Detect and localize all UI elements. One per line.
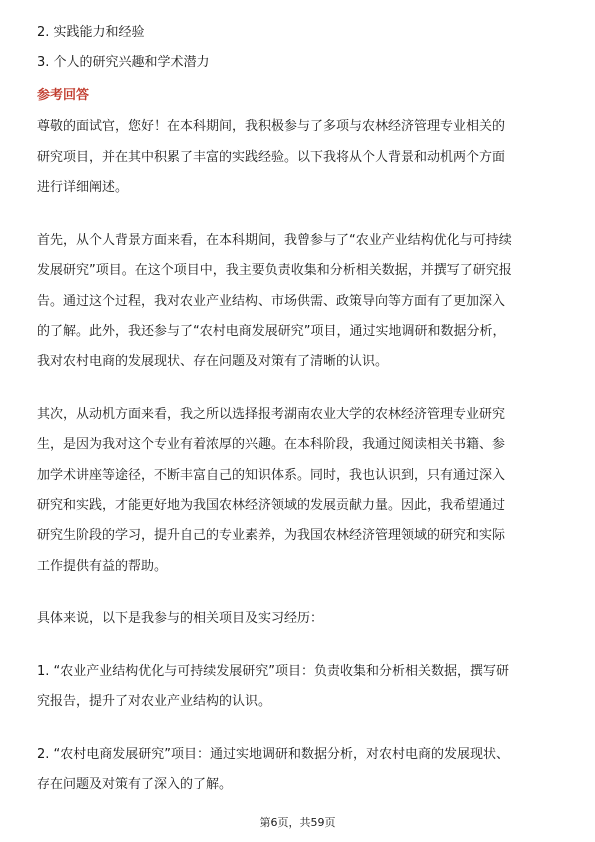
paragraph-line: 2. “农村电商发展研究”项目：通过实地调研和数据分析，对农村电商的发展现状、 [37, 747, 510, 762]
page-footer: 第6页，共59页 [259, 816, 336, 829]
list-item-practical-ability: 2. 实践能力和经验 [37, 25, 145, 40]
paragraph-line: 具体来说，以下是我参与的相关项目及实习经历： [37, 611, 324, 626]
paragraph-line: 研究生阶段的学习，提升自己的专业素养，为我国农林经济管理领域的研究和实际 [37, 528, 506, 543]
paragraph-line: 1. “农业产业结构优化与可持续发展研究”项目：负责收集和分析相关数据，撰写研 [37, 664, 510, 679]
paragraph-line: 存在问题及对策有了深入的了解。 [37, 777, 233, 792]
paragraph-line: 发展研究”项目。在这个项目中，我主要负责收集和分析相关数据，并撰写了研究报 [37, 263, 512, 278]
answer-heading: 参考回答 [37, 88, 90, 103]
paragraph-line: 生，是因为我对这个专业有着浓厚的兴趣。在本科阶段，我通过阅读相关书籍、参 [37, 437, 506, 452]
paragraph-line: 究报告，提升了对农业产业结构的认识。 [37, 694, 272, 709]
paragraph-line: 的了解。此外，我还参与了“农村电商发展研究”项目，通过实地调研和数据分析， [37, 324, 506, 339]
paragraph-line: 进行详细阐述。 [37, 180, 129, 195]
list-item-research-interest: 3. 个人的研究兴趣和学术潜力 [37, 55, 210, 70]
paragraph-line: 告。通过这个过程，我对农业产业结构、市场供需、政策导向等方面有了更加深入 [37, 294, 506, 309]
paragraph-line: 工作提供有益的帮助。 [37, 559, 168, 574]
paragraph-line: 研究项目，并在其中积累了丰富的实践经验。以下我将从个人背景和动机两个方面 [37, 150, 506, 165]
paragraph-line: 首先，从个人背景方面来看，在本科期间，我曾参与了“农业产业结构优化与可持续 [37, 233, 512, 248]
paragraph-line: 加学术讲座等途径，不断丰富自己的知识体系。同时，我也认识到，只有通过深入 [37, 468, 506, 483]
paragraph-line: 我对农村电商的发展现状、存在问题及对策有了清晰的认识。 [37, 354, 389, 369]
paragraph-line: 研究和实践，才能更好地为我国农林经济领域的发展贡献力量。因此，我希望通过 [37, 498, 506, 513]
paragraph-line: 其次，从动机方面来看，我之所以选择报考湖南农业大学的农林经济管理专业研究 [37, 407, 506, 422]
paragraph-line: 尊敬的面试官，您好！在本科期间，我积极参与了多项与农林经济管理专业相关的 [37, 119, 506, 134]
